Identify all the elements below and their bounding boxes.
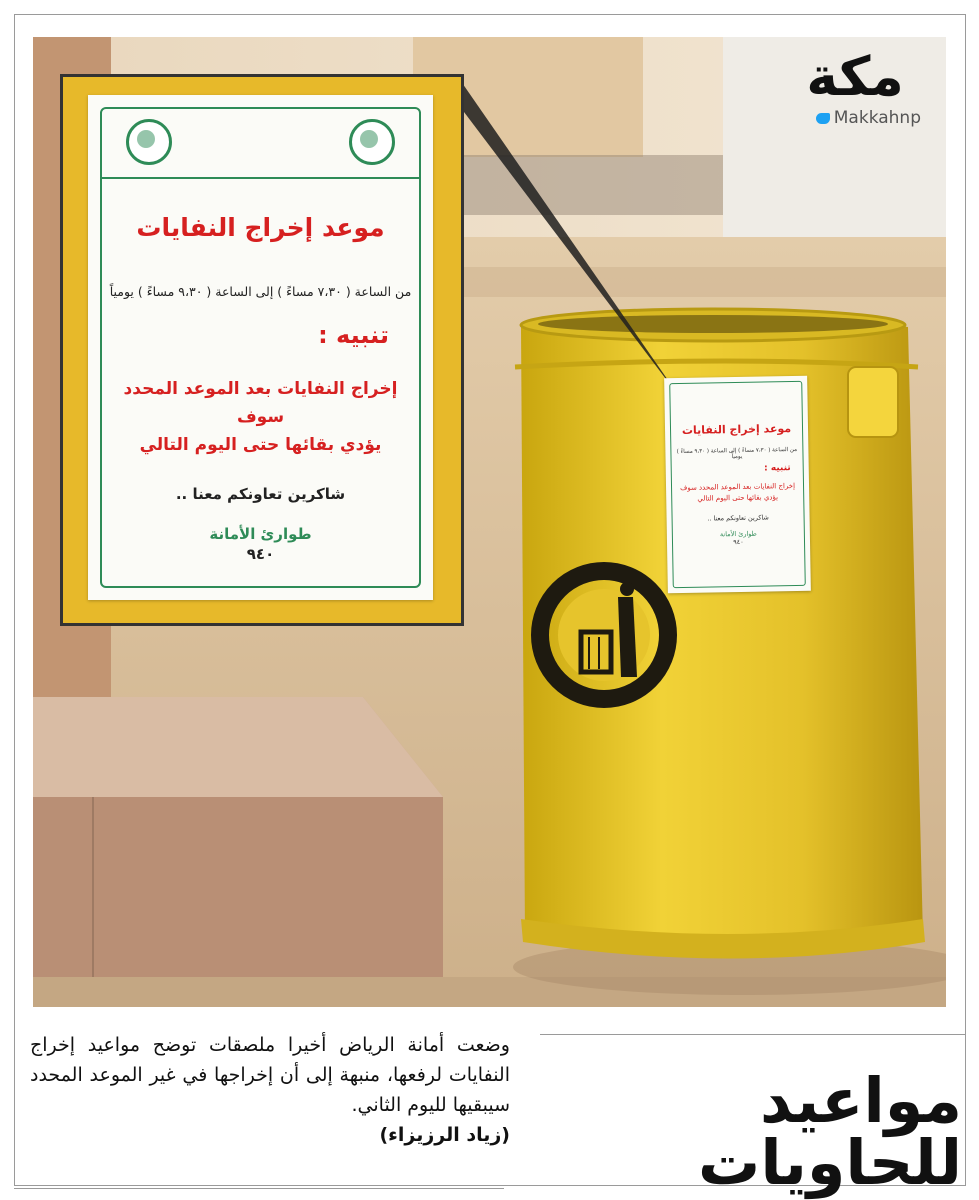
department-seal-icon xyxy=(126,119,172,165)
logo-handle xyxy=(775,108,935,128)
poster-message xyxy=(102,375,419,459)
caption-body xyxy=(30,1030,510,1150)
caption-headline: مواعيد للحاويات xyxy=(698,1064,962,1199)
poster-title: موعد إخراج النفايات xyxy=(136,213,385,242)
poster-thanks: شاكرين تعاونكم معنا .. xyxy=(175,485,346,503)
poster-message-line-1: إخراج النفايات بعد الموعد المحدد سوف xyxy=(123,379,398,427)
logo-handle-text: Makkahnp xyxy=(833,108,921,128)
zoomed-poster xyxy=(88,95,433,600)
barrel-poster-warning: تنبيه : xyxy=(764,463,791,474)
poster-warning: تنبيه : xyxy=(318,321,389,349)
caption-divider-top xyxy=(540,1034,965,1035)
logo-wordmark: مكة xyxy=(806,45,904,108)
barrel-poster-number: ٩٤٠ xyxy=(733,537,744,547)
barrel-poster-department: طوارئ الأمانة xyxy=(719,529,757,539)
poster-time: من الساعة ( ٧،٣٠ مساءً ) إلى الساعة ( ٩،٣٠ مساءً ) يومياً xyxy=(109,284,412,299)
caption-divider-bottom xyxy=(14,1188,504,1189)
barrel-poster-message xyxy=(672,481,803,505)
barrel-poster-border xyxy=(669,381,806,588)
riyadh-clean-city-emblem xyxy=(540,571,668,699)
poster-number: ٩٤٠ xyxy=(246,545,275,563)
poster-department: طوارئ الأمانة xyxy=(209,525,312,543)
makkah-logo xyxy=(775,45,935,145)
poster-message-line-2: يؤدي بقائها حتى اليوم التالي xyxy=(139,435,382,455)
barrel-poster-time: من الساعة ( ٧،٣٠ مساءً ) إلى الساعة ( ٩،٣٠ مساءً ) يومياً xyxy=(676,446,798,461)
barrel-poster-message-line-1: إخراج النفايات بعد الموعد المحدد سوف xyxy=(679,481,796,493)
poster-border xyxy=(100,107,421,588)
barrel-poster-title: موعد إخراج النفايات xyxy=(681,422,792,437)
barrel-poster-thanks: شاكرين تعاونكم معنا .. xyxy=(707,513,769,523)
municipality-seal-icon xyxy=(349,119,395,165)
zoom-inset xyxy=(60,74,464,626)
twitter-bird-icon xyxy=(816,113,830,124)
caption-body-text: وضعت أمانة الرياض أخيرا ملصقات توضح مواعيد إخراج النفايات لرفعها، منبهة إلى أن إخراجها في غير الموعد المحدد سيبقيها لليوم الثاني. xyxy=(30,1034,510,1116)
barrel-poster xyxy=(664,376,811,593)
poster-header xyxy=(102,109,419,179)
barrel-poster-message-line-2: يؤدي بقائها حتى اليوم التالي xyxy=(697,493,779,503)
photo-credit: (زياد الرزيزاء) xyxy=(379,1124,510,1146)
